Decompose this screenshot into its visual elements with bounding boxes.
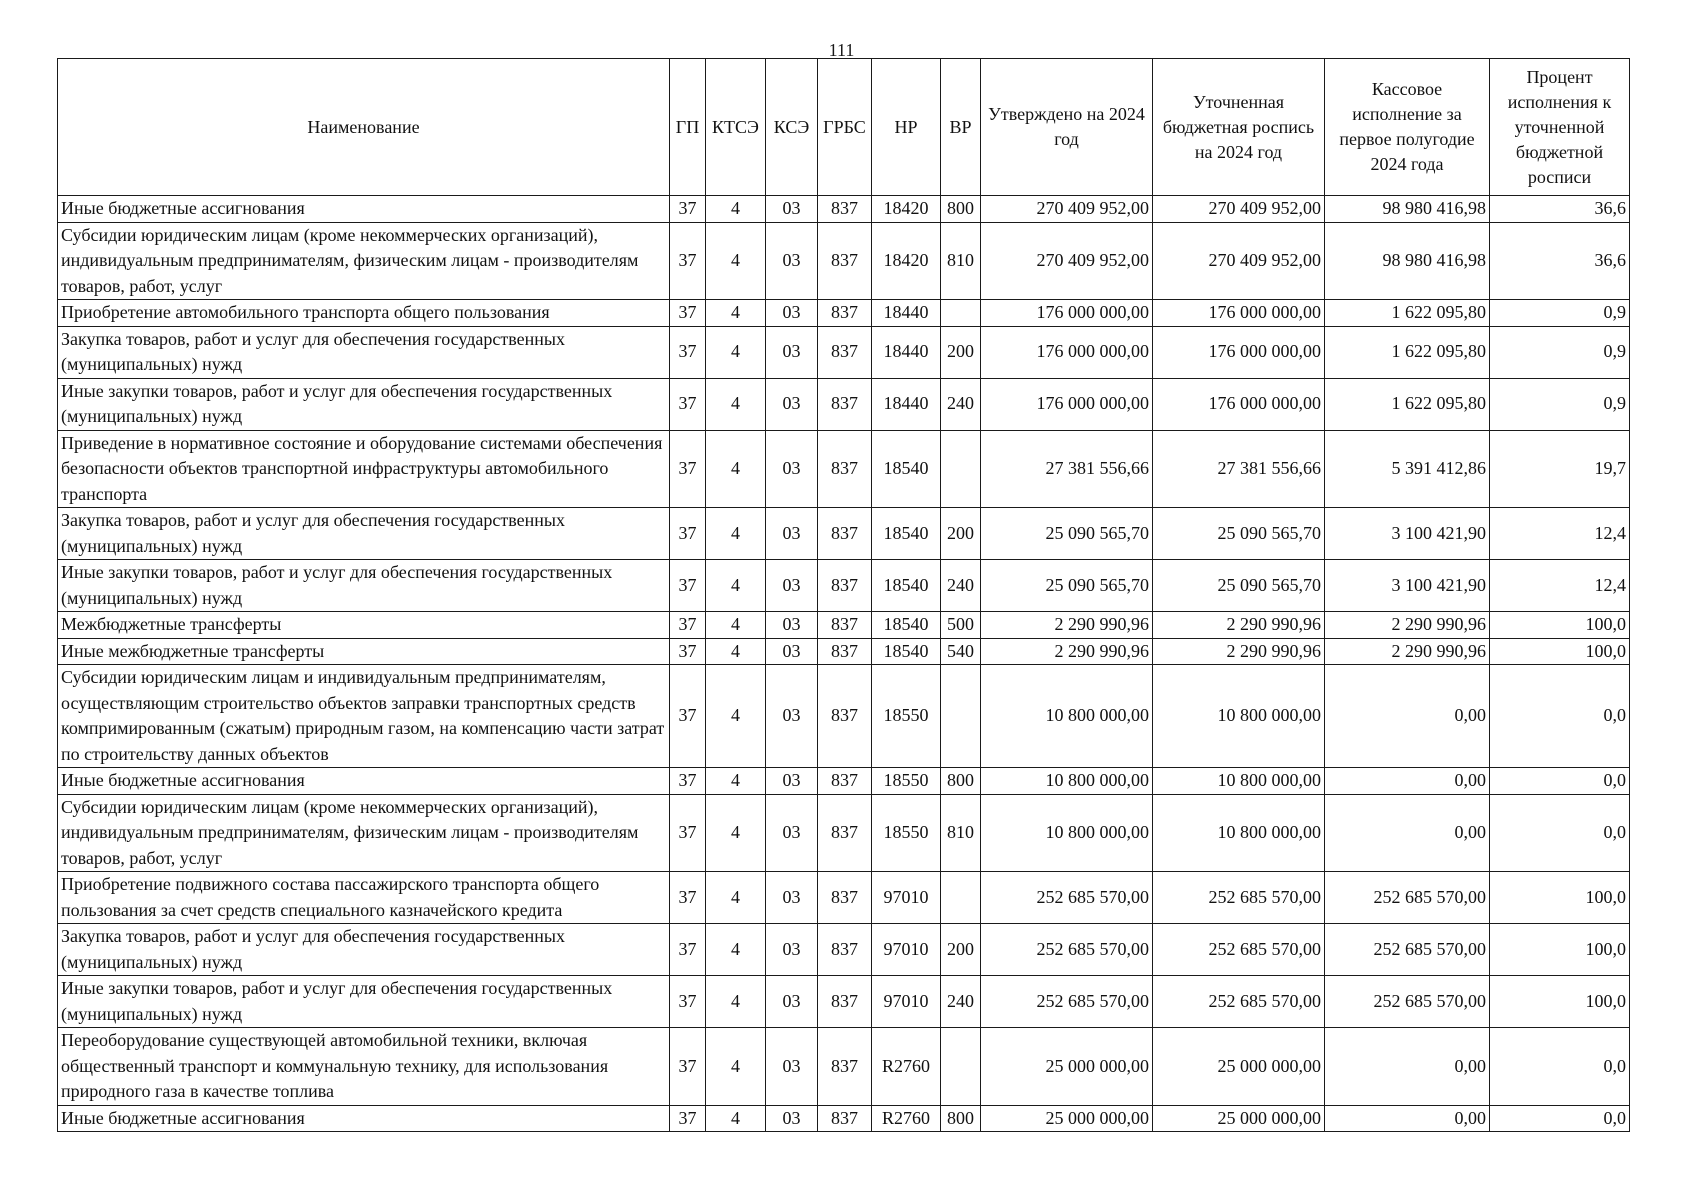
- cell-approved: 252 685 570,00: [981, 976, 1153, 1028]
- cell-cash: 1 622 095,80: [1325, 378, 1490, 430]
- cell-ktse: 4: [706, 508, 766, 560]
- table-row: [58, 560, 1630, 612]
- header-nr: НР: [872, 59, 941, 196]
- cell-grbs: 837: [818, 508, 872, 560]
- header-vr: ВР: [941, 59, 981, 196]
- cell-name: Иные бюджетные ассигнования: [58, 196, 670, 223]
- cell-vr: [941, 1028, 981, 1106]
- cell-kse: 03: [766, 872, 818, 924]
- header-percent: Процент исполнения к уточненной бюджетной росписи: [1490, 59, 1630, 196]
- cell-ktse: 4: [706, 430, 766, 508]
- cell-percent: 100,0: [1490, 924, 1630, 976]
- cell-approved: 25 090 565,70: [981, 508, 1153, 560]
- cell-name: Переоборудование существующей автомобильной техники, включая общественный транспорт и коммунальную технику, для использования природного газа в качестве топлива: [58, 1028, 670, 1106]
- cell-name: Закупка товаров, работ и услуг для обеспечения государственных (муниципальных) нужд: [58, 924, 670, 976]
- header-grbs: ГРБС: [818, 59, 872, 196]
- cell-vr: 240: [941, 976, 981, 1028]
- cell-gp: 37: [670, 924, 706, 976]
- cell-kse: 03: [766, 924, 818, 976]
- cell-grbs: 837: [818, 768, 872, 795]
- header-kse: КСЭ: [766, 59, 818, 196]
- cell-vr: [941, 300, 981, 327]
- cell-vr: 200: [941, 326, 981, 378]
- cell-grbs: 837: [818, 430, 872, 508]
- cell-ktse: 4: [706, 560, 766, 612]
- cell-kse: 03: [766, 378, 818, 430]
- cell-gp: 37: [670, 326, 706, 378]
- cell-gp: 37: [670, 612, 706, 639]
- cell-kse: 03: [766, 976, 818, 1028]
- table-row: [58, 612, 1630, 639]
- header-cash: Кассовое исполнение за первое полугодие 2024 года: [1325, 59, 1490, 196]
- cell-grbs: 837: [818, 300, 872, 327]
- cell-kse: 03: [766, 508, 818, 560]
- table-row: [58, 665, 1630, 768]
- cell-refined: 2 290 990,96: [1153, 638, 1325, 665]
- cell-kse: 03: [766, 665, 818, 768]
- cell-cash: 98 980 416,98: [1325, 196, 1490, 223]
- cell-approved: 25 000 000,00: [981, 1028, 1153, 1106]
- cell-ktse: 4: [706, 612, 766, 639]
- cell-percent: 36,6: [1490, 222, 1630, 300]
- table-body: [58, 196, 1630, 1132]
- cell-ktse: 4: [706, 638, 766, 665]
- cell-percent: 100,0: [1490, 638, 1630, 665]
- cell-ktse: 4: [706, 924, 766, 976]
- cell-name: Приобретение подвижного состава пассажирского транспорта общего пользования за счет средств специального казначейского кредита: [58, 872, 670, 924]
- cell-nr: 18540: [872, 560, 941, 612]
- cell-approved: 176 000 000,00: [981, 300, 1153, 327]
- header-gp: ГП: [670, 59, 706, 196]
- cell-name: Иные закупки товаров, работ и услуг для обеспечения государственных (муниципальных) нужд: [58, 976, 670, 1028]
- cell-percent: 36,6: [1490, 196, 1630, 223]
- cell-vr: [941, 872, 981, 924]
- cell-gp: 37: [670, 872, 706, 924]
- cell-ktse: 4: [706, 222, 766, 300]
- table-row: [58, 924, 1630, 976]
- cell-name: Иные закупки товаров, работ и услуг для обеспечения государственных (муниципальных) нужд: [58, 560, 670, 612]
- cell-vr: [941, 430, 981, 508]
- cell-grbs: 837: [818, 1028, 872, 1106]
- cell-nr: 97010: [872, 976, 941, 1028]
- cell-name: Иные бюджетные ассигнования: [58, 768, 670, 795]
- cell-approved: 10 800 000,00: [981, 794, 1153, 872]
- cell-kse: 03: [766, 560, 818, 612]
- cell-kse: 03: [766, 612, 818, 639]
- cell-approved: 252 685 570,00: [981, 924, 1153, 976]
- cell-name: Иные межбюджетные трансферты: [58, 638, 670, 665]
- cell-nr: R2760: [872, 1028, 941, 1106]
- cell-refined: 252 685 570,00: [1153, 976, 1325, 1028]
- cell-cash: 0,00: [1325, 665, 1490, 768]
- page-number: 111: [828, 40, 855, 60]
- cell-refined: 25 090 565,70: [1153, 560, 1325, 612]
- cell-nr: R2760: [872, 1105, 941, 1132]
- cell-approved: 252 685 570,00: [981, 872, 1153, 924]
- cell-percent: 0,0: [1490, 1105, 1630, 1132]
- cell-refined: 270 409 952,00: [1153, 196, 1325, 223]
- cell-approved: 270 409 952,00: [981, 196, 1153, 223]
- cell-kse: 03: [766, 1105, 818, 1132]
- cell-kse: 03: [766, 768, 818, 795]
- cell-gp: 37: [670, 1105, 706, 1132]
- cell-grbs: 837: [818, 326, 872, 378]
- cell-cash: 2 290 990,96: [1325, 638, 1490, 665]
- cell-gp: 37: [670, 378, 706, 430]
- cell-ktse: 4: [706, 768, 766, 795]
- cell-ktse: 4: [706, 872, 766, 924]
- cell-nr: 18540: [872, 638, 941, 665]
- cell-vr: 800: [941, 1105, 981, 1132]
- cell-approved: 25 090 565,70: [981, 560, 1153, 612]
- cell-nr: 97010: [872, 924, 941, 976]
- table-row: [58, 430, 1630, 508]
- cell-nr: 18440: [872, 300, 941, 327]
- cell-percent: 12,4: [1490, 508, 1630, 560]
- table-row: [58, 794, 1630, 872]
- header-name: Наименование: [58, 59, 670, 196]
- cell-grbs: 837: [818, 638, 872, 665]
- cell-refined: 176 000 000,00: [1153, 378, 1325, 430]
- table-row: [58, 222, 1630, 300]
- cell-kse: 03: [766, 1028, 818, 1106]
- cell-ktse: 4: [706, 196, 766, 223]
- table-row: [58, 768, 1630, 795]
- cell-cash: 0,00: [1325, 794, 1490, 872]
- cell-percent: 0,0: [1490, 794, 1630, 872]
- cell-cash: 252 685 570,00: [1325, 976, 1490, 1028]
- cell-cash: 1 622 095,80: [1325, 300, 1490, 327]
- header-ktse: КТСЭ: [706, 59, 766, 196]
- cell-name: Субсидии юридическим лицам (кроме некоммерческих организаций), индивидуальным предпринимателям, физическим лицам - производителям товаров, работ, услуг: [58, 794, 670, 872]
- cell-grbs: 837: [818, 924, 872, 976]
- table-row: [58, 378, 1630, 430]
- cell-refined: 25 090 565,70: [1153, 508, 1325, 560]
- cell-ktse: 4: [706, 1105, 766, 1132]
- cell-refined: 25 000 000,00: [1153, 1028, 1325, 1106]
- cell-cash: 5 391 412,86: [1325, 430, 1490, 508]
- cell-grbs: 837: [818, 378, 872, 430]
- cell-gp: 37: [670, 768, 706, 795]
- cell-cash: 252 685 570,00: [1325, 924, 1490, 976]
- cell-approved: 2 290 990,96: [981, 612, 1153, 639]
- cell-vr: 810: [941, 794, 981, 872]
- cell-cash: 0,00: [1325, 1105, 1490, 1132]
- cell-nr: 18440: [872, 378, 941, 430]
- cell-name: Приобретение автомобильного транспорта общего пользования: [58, 300, 670, 327]
- cell-name: Закупка товаров, работ и услуг для обеспечения государственных (муниципальных) нужд: [58, 326, 670, 378]
- cell-vr: 240: [941, 560, 981, 612]
- cell-nr: 18440: [872, 326, 941, 378]
- cell-refined: 252 685 570,00: [1153, 872, 1325, 924]
- cell-cash: 98 980 416,98: [1325, 222, 1490, 300]
- cell-percent: 0,0: [1490, 665, 1630, 768]
- cell-approved: 176 000 000,00: [981, 378, 1153, 430]
- cell-cash: 3 100 421,90: [1325, 560, 1490, 612]
- cell-vr: 240: [941, 378, 981, 430]
- cell-nr: 18420: [872, 196, 941, 223]
- table-row: [58, 326, 1630, 378]
- cell-ktse: 4: [706, 794, 766, 872]
- header-approved: Утверждено на 2024 год: [981, 59, 1153, 196]
- cell-approved: 10 800 000,00: [981, 768, 1153, 795]
- cell-nr: 18420: [872, 222, 941, 300]
- budget-table: [57, 58, 1630, 1132]
- cell-grbs: 837: [818, 794, 872, 872]
- cell-gp: 37: [670, 976, 706, 1028]
- cell-name: Субсидии юридическим лицам (кроме некоммерческих организаций), индивидуальным предпринимателям, физическим лицам - производителям товаров, работ, услуг: [58, 222, 670, 300]
- table-header: [58, 59, 1630, 196]
- cell-vr: 810: [941, 222, 981, 300]
- cell-kse: 03: [766, 326, 818, 378]
- cell-nr: 18550: [872, 665, 941, 768]
- cell-gp: 37: [670, 638, 706, 665]
- cell-grbs: 837: [818, 222, 872, 300]
- cell-vr: 800: [941, 196, 981, 223]
- cell-cash: 2 290 990,96: [1325, 612, 1490, 639]
- cell-approved: 270 409 952,00: [981, 222, 1153, 300]
- cell-gp: 37: [670, 1028, 706, 1106]
- cell-cash: 3 100 421,90: [1325, 508, 1490, 560]
- cell-percent: 100,0: [1490, 612, 1630, 639]
- cell-gp: 37: [670, 222, 706, 300]
- cell-ktse: 4: [706, 1028, 766, 1106]
- cell-refined: 252 685 570,00: [1153, 924, 1325, 976]
- cell-gp: 37: [670, 300, 706, 327]
- cell-percent: 12,4: [1490, 560, 1630, 612]
- cell-cash: 1 622 095,80: [1325, 326, 1490, 378]
- cell-refined: 27 381 556,66: [1153, 430, 1325, 508]
- cell-cash: 252 685 570,00: [1325, 872, 1490, 924]
- cell-grbs: 837: [818, 872, 872, 924]
- cell-nr: 18550: [872, 794, 941, 872]
- cell-ktse: 4: [706, 665, 766, 768]
- cell-nr: 18540: [872, 430, 941, 508]
- cell-percent: 19,7: [1490, 430, 1630, 508]
- cell-gp: 37: [670, 196, 706, 223]
- cell-vr: 200: [941, 508, 981, 560]
- cell-ktse: 4: [706, 378, 766, 430]
- cell-gp: 37: [670, 665, 706, 768]
- cell-vr: 500: [941, 612, 981, 639]
- cell-gp: 37: [670, 430, 706, 508]
- cell-ktse: 4: [706, 326, 766, 378]
- cell-approved: 2 290 990,96: [981, 638, 1153, 665]
- cell-cash: 0,00: [1325, 768, 1490, 795]
- cell-refined: 10 800 000,00: [1153, 768, 1325, 795]
- cell-nr: 18540: [872, 612, 941, 639]
- cell-gp: 37: [670, 508, 706, 560]
- cell-kse: 03: [766, 300, 818, 327]
- cell-refined: 176 000 000,00: [1153, 326, 1325, 378]
- cell-grbs: 837: [818, 976, 872, 1028]
- table-row: [58, 638, 1630, 665]
- cell-kse: 03: [766, 222, 818, 300]
- cell-vr: 800: [941, 768, 981, 795]
- cell-percent: 100,0: [1490, 976, 1630, 1028]
- cell-kse: 03: [766, 196, 818, 223]
- cell-grbs: 837: [818, 665, 872, 768]
- cell-percent: 0,0: [1490, 1028, 1630, 1106]
- cell-refined: 10 800 000,00: [1153, 794, 1325, 872]
- table-row: [58, 300, 1630, 327]
- cell-gp: 37: [670, 794, 706, 872]
- cell-grbs: 837: [818, 612, 872, 639]
- cell-grbs: 837: [818, 560, 872, 612]
- cell-refined: 2 290 990,96: [1153, 612, 1325, 639]
- cell-vr: [941, 665, 981, 768]
- table-row: [58, 976, 1630, 1028]
- cell-nr: 18540: [872, 508, 941, 560]
- cell-refined: 270 409 952,00: [1153, 222, 1325, 300]
- cell-name: Межбюджетные трансферты: [58, 612, 670, 639]
- cell-name: Субсидии юридическим лицам и индивидуальным предпринимателям, осуществляющим строительство объектов заправки транспортных средств компримированным (сжатым) природным газом, на компенсацию части затрат по строительству данных объектов: [58, 665, 670, 768]
- table-row: [58, 508, 1630, 560]
- cell-kse: 03: [766, 430, 818, 508]
- cell-percent: 0,0: [1490, 768, 1630, 795]
- cell-cash: 0,00: [1325, 1028, 1490, 1106]
- cell-percent: 100,0: [1490, 872, 1630, 924]
- cell-kse: 03: [766, 638, 818, 665]
- cell-refined: 25 000 000,00: [1153, 1105, 1325, 1132]
- cell-vr: 540: [941, 638, 981, 665]
- cell-approved: 176 000 000,00: [981, 326, 1153, 378]
- cell-vr: 200: [941, 924, 981, 976]
- cell-percent: 0,9: [1490, 300, 1630, 327]
- header-refined: Уточненная бюджетная роспись на 2024 год: [1153, 59, 1325, 196]
- cell-name: Иные закупки товаров, работ и услуг для обеспечения государственных (муниципальных) нужд: [58, 378, 670, 430]
- cell-approved: 10 800 000,00: [981, 665, 1153, 768]
- cell-refined: 176 000 000,00: [1153, 300, 1325, 327]
- cell-nr: 18550: [872, 768, 941, 795]
- cell-grbs: 837: [818, 196, 872, 223]
- cell-percent: 0,9: [1490, 378, 1630, 430]
- cell-refined: 10 800 000,00: [1153, 665, 1325, 768]
- table-row: [58, 1028, 1630, 1106]
- cell-ktse: 4: [706, 976, 766, 1028]
- cell-name: Иные бюджетные ассигнования: [58, 1105, 670, 1132]
- cell-ktse: 4: [706, 300, 766, 327]
- cell-gp: 37: [670, 560, 706, 612]
- cell-name: Закупка товаров, работ и услуг для обеспечения государственных (муниципальных) нужд: [58, 508, 670, 560]
- cell-grbs: 837: [818, 1105, 872, 1132]
- table-row: [58, 196, 1630, 223]
- cell-percent: 0,9: [1490, 326, 1630, 378]
- cell-nr: 97010: [872, 872, 941, 924]
- table-row: [58, 872, 1630, 924]
- table-row: [58, 1105, 1630, 1132]
- cell-name: Приведение в нормативное состояние и оборудование системами обеспечения безопасности объектов транспортной инфраструктуры автомобильного транспорта: [58, 430, 670, 508]
- cell-kse: 03: [766, 794, 818, 872]
- cell-approved: 25 000 000,00: [981, 1105, 1153, 1132]
- cell-approved: 27 381 556,66: [981, 430, 1153, 508]
